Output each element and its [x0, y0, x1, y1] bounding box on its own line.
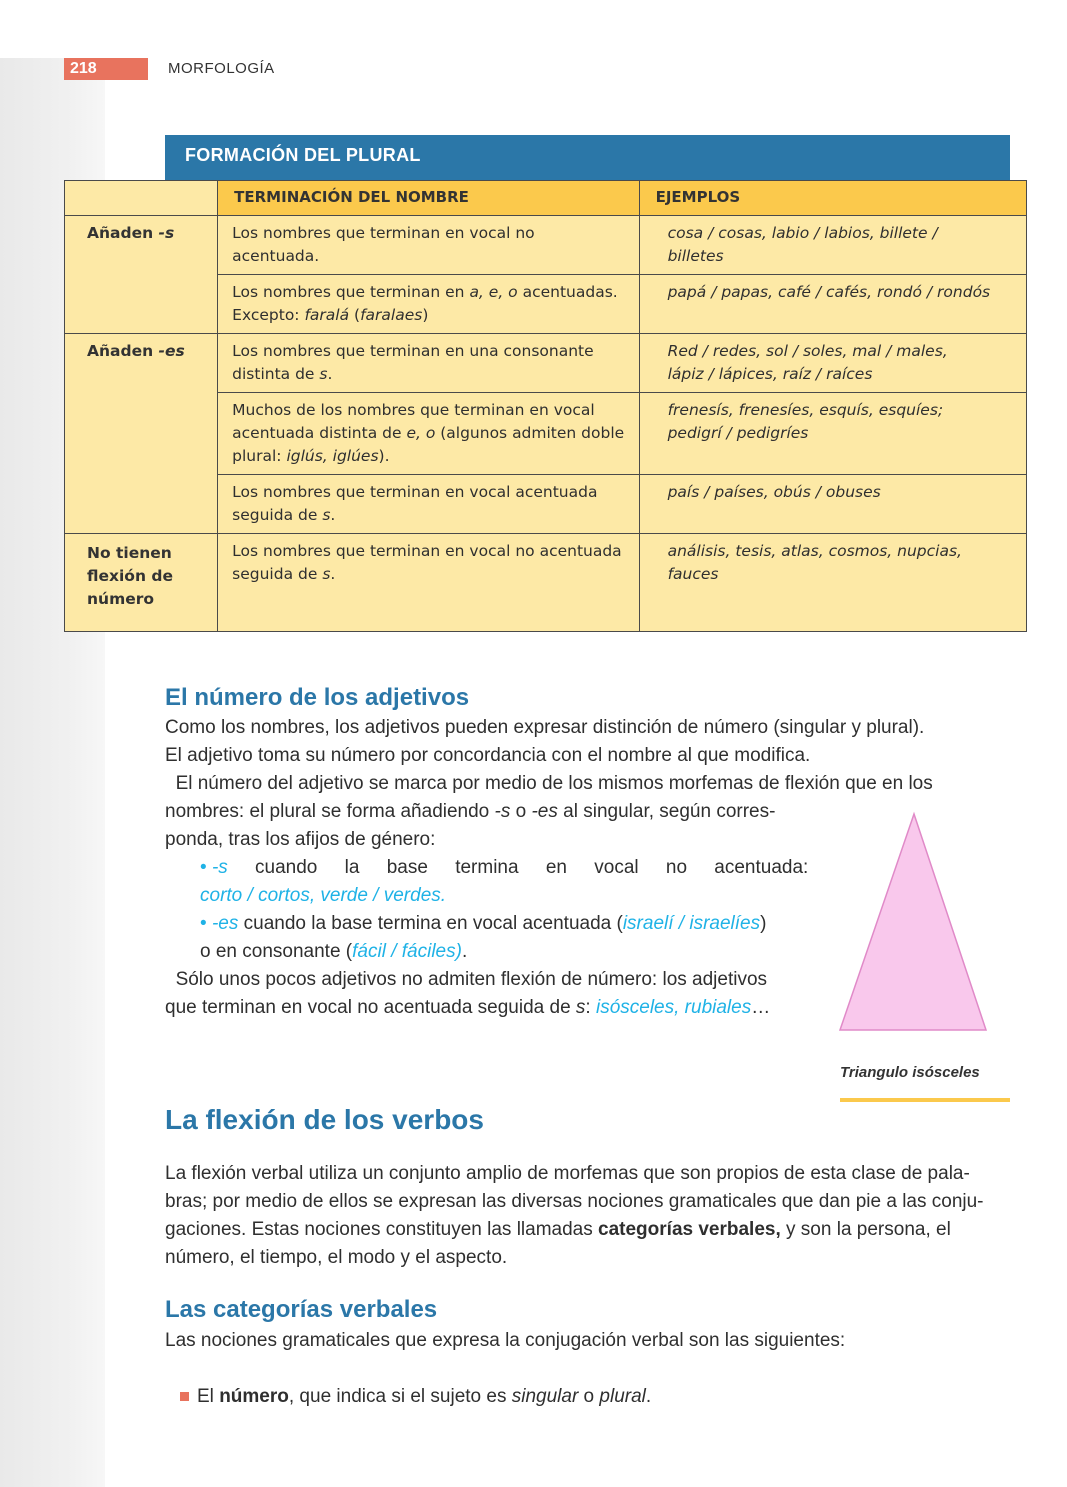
header-blank-cell	[65, 181, 218, 216]
desc-cell: Los nombres que terminan en vocal acentuada seguida de s.	[218, 475, 639, 534]
page-number: 218	[64, 58, 148, 80]
bullet-es: • -es cuando la base termina en vocal acentuada (israelí / israelíes) o en consonante (fácil / fáciles).	[200, 913, 767, 962]
adjectives-heading: El número de los adjetivos	[165, 684, 470, 711]
desc-cell: Muchos de los nombres que terminan en vocal acentuada distinta de e, o (algunos admiten doble plural: iglús, iglúes).	[218, 393, 639, 475]
category-add-s: Añaden -s	[65, 216, 218, 334]
category-item-number: El número, que indica si el sujeto es singular o plural.	[180, 1383, 1010, 1411]
table-row	[65, 216, 1027, 275]
category-no-flexion: No tienen flexión de número	[65, 534, 218, 632]
triangle-shape	[840, 814, 986, 1030]
section-label: MORFOLOGÍA	[168, 60, 275, 77]
margin-top-cut	[0, 0, 105, 58]
caption-underline	[840, 1098, 1010, 1102]
desc-cell: Los nombres que terminan en vocal no acentuada seguida de s.	[218, 534, 639, 632]
bullet-s: • -s cuando la base termina en vocal no acentuada: corto / cortos, verde / verdes.	[200, 857, 809, 906]
example-cell: frenesís, frenesíes, esquís, esquíes; pedigrí / pedigríes	[639, 393, 1026, 475]
isosceles-triangle-figure	[836, 808, 992, 1038]
desc-cell: Los nombres que terminan en una consonante distinta de s.	[218, 334, 639, 393]
figure-caption: Triangulo isósceles	[840, 1064, 980, 1081]
verbs-paragraph: La flexión verbal utiliza un conjunto amplio de morfemas que son propios de esta clase de pala- bras; por medio de ellos se expresan las diversas nociones gramaticales que dan pie a las conju- gaciones. Estas nociones constituyen las llamadas categorías verbales, y son la persona, el número, el tiempo, el modo y el aspecto.	[165, 1163, 984, 1268]
verbs-title: La flexión de los verbos	[165, 1104, 484, 1135]
desc-cell: Los nombres que terminan en a, e, o acentuadas. Excepto: faralá (faralaes)	[218, 275, 639, 334]
example-cell: cosa / cosas, labio / labios, billete / billetes	[639, 216, 1026, 275]
table-title: FORMACIÓN DEL PLURAL	[185, 145, 421, 165]
adjectives-paragraph-2: El número del adjetivo se marca por medio de los mismos morfemas de flexión que en los nombres: el plural se forma añadiendo -s o -es al singular, según corres- ponda, tras los afijos de género:	[165, 773, 933, 850]
adjectives-paragraph-3: Sólo unos pocos adjetivos no admiten flexión de número: los adjetivos que terminan en vocal no acentuada seguida de s: isósceles, rubiales…	[165, 969, 771, 1018]
plural-table	[64, 180, 1027, 632]
table-row	[65, 534, 1027, 632]
header-examples: EJEMPLOS	[639, 181, 1026, 216]
bullet-dot: •	[200, 857, 207, 878]
desc-cell: Los nombres que terminan en vocal no acentuada.	[218, 216, 639, 275]
example-cell: papá / papas, café / cafés, rondó / rondós	[639, 275, 1026, 334]
table-header-row	[65, 181, 1027, 216]
categories-intro: Las nociones gramaticales que expresa la conjugación verbal son las siguientes:	[165, 1330, 846, 1351]
square-bullet-icon	[180, 1392, 189, 1401]
bullet-dot: •	[200, 913, 207, 934]
categories-heading: Las categorías verbales	[165, 1296, 438, 1323]
category-add-es: Añaden -es	[65, 334, 218, 534]
example-cell: Red / redes, sol / soles, mal / males, lápiz / lápices, raíz / raíces	[639, 334, 1026, 393]
example-cell: análisis, tesis, atlas, cosmos, nupcias, fauces	[639, 534, 1026, 632]
header-termination: TERMINACIÓN DEL NOMBRE	[218, 181, 639, 216]
adjectives-paragraph-1: Como los nombres, los adjetivos pueden expresar distinción de número (singular y plural). El adjetivo toma su número por concordancia con el nombre al que modifica.	[165, 717, 925, 766]
table-row	[65, 334, 1027, 393]
example-cell: país / países, obús / obuses	[639, 475, 1026, 534]
